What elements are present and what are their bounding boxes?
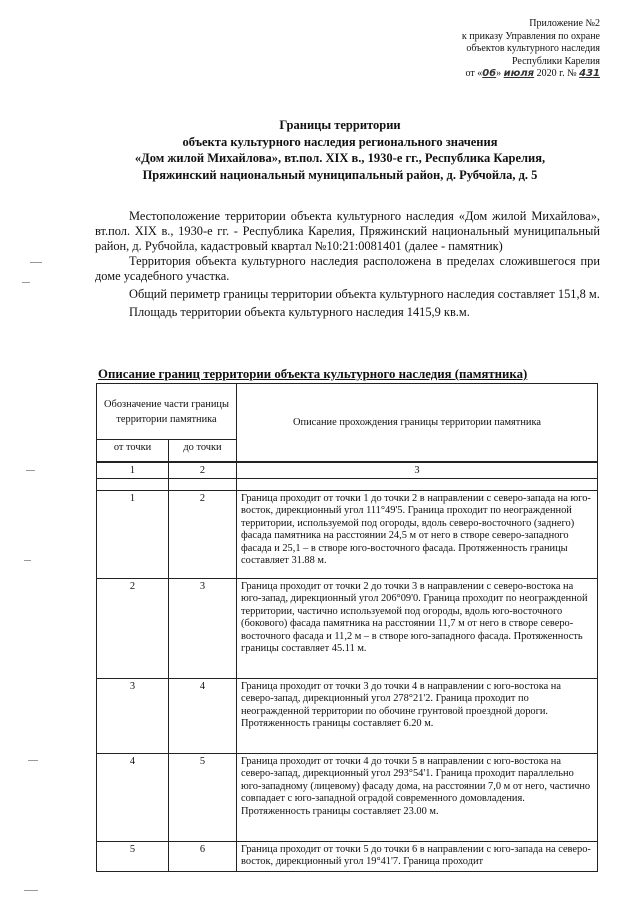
- row-to-point: 3: [169, 578, 237, 678]
- row-description: Граница проходит от точки 2 до точки 3 в направлении с северо-востока на юго-запад, дирекционный угол 206°09'0. Граница проходит по неогражденной территории, частично используемой под огороды, вдоль юго-восточного (бокового) фасада памятника на расстоянии 11,7 м от него в створе северо-восточного фасада и 11,2 м – в створе юго-западного фасада. Протяженность границы составляет 45.11 м.: [237, 578, 598, 678]
- area-paragraph: Площадь территории объекта культурного наследия 1415,9 кв.м.: [129, 305, 470, 319]
- header-to-point: до точки: [169, 440, 237, 462]
- column-number-3: 3: [237, 462, 598, 479]
- header-from-point: от точки: [97, 440, 169, 462]
- scan-mark: [24, 560, 31, 561]
- table-row: [97, 753, 598, 841]
- annex-number: Приложение №2: [529, 18, 600, 29]
- scan-mark: [30, 262, 42, 263]
- table-spacer-row: [97, 478, 598, 490]
- table-row: [97, 841, 598, 871]
- header-designation: Обозначение части границы территории памятника: [97, 384, 237, 440]
- scan-mark: [22, 282, 30, 283]
- table-header-row: [97, 384, 598, 440]
- title-line-4: Пряжинский национальный муниципальный район, д. Рубчойла, д. 5: [142, 167, 538, 182]
- scan-mark: [26, 470, 35, 471]
- title-line-2: объекта культурного наследия регионального значения: [182, 134, 498, 149]
- row-description: Граница проходит от точки 1 до точки 2 в направлении с северо-запада на юго-восток, дирекционный угол 111°49'5. Граница проходит по неогражденной территории, используемой под огороды, вдоль северо-восточного (заднего) фасада памятника на расстоянии 24,5 м от него в створе северо-западного фасада и 25,1 – в створе юго-восточного фасада. Протяженность границы составляет 31.88 м.: [237, 490, 598, 578]
- table-title: Описание границ территории объекта культурного наследия (памятника): [98, 367, 528, 381]
- spacer-cell: [97, 478, 169, 490]
- title-line-1: Границы территории: [279, 118, 401, 132]
- spacer-cell: [237, 478, 598, 490]
- column-number-1: 1: [97, 462, 169, 479]
- row-from-point: 4: [97, 753, 169, 841]
- annex-order-ref: к приказу Управления по охране: [461, 30, 600, 42]
- scan-mark: [28, 760, 38, 761]
- row-to-point: 4: [169, 678, 237, 753]
- document-title: [80, 117, 600, 183]
- row-from-point: 3: [97, 678, 169, 753]
- row-to-point: 6: [169, 841, 237, 871]
- column-number-2: 2: [169, 462, 237, 479]
- header-description: Описание прохождения границы территории памятника: [237, 384, 598, 462]
- boundary-table: [96, 383, 598, 872]
- handwritten-day: 06: [482, 68, 497, 79]
- column-number-row: [97, 462, 598, 479]
- perimeter-paragraph: Общий периметр границы территории объекта культурного наследия составляет 151,8 м.: [129, 287, 600, 301]
- location-paragraph: Местоположение территории объекта культурного наследия «Дом жилой Михайлова», вт.пол. XIX в., 1930-е гг. - Республика Карелия, Пряжинский национальный муниципальный район, д. Рубчойла, кадастровый квартал №10:21:0081401 (далее - памятник): [95, 209, 600, 253]
- row-description: Граница проходит от точки 3 до точки 4 в направлении с юго-востока на северо-запад, дирекционный угол 278°21'2. Граница проходит по неогражденной территории по обочине грунтовой проездной дороги. Протяженность границы составляет 6.20 м.: [237, 678, 598, 753]
- handwritten-order-number: 431: [579, 68, 600, 79]
- row-description: Граница проходит от точки 5 до точки 6 в направлении с юго-запада на северо-восток, дирекционный угол 19°41'7. Граница проходит: [237, 841, 598, 871]
- annex-authority: объектов культурного наследия: [466, 43, 600, 54]
- scan-mark: [24, 890, 38, 891]
- title-line-3: «Дом жилой Михайлова», вт.пол. XIX в., 1930-е гг., Республика Карелия,: [134, 151, 546, 165]
- table-row: [97, 490, 598, 578]
- table-row: [97, 678, 598, 753]
- territory-paragraph: Территория объекта культурного наследия расположена в пределах сложившегося при доме усадебного участка.: [95, 254, 600, 283]
- row-from-point: 2: [97, 578, 169, 678]
- row-to-point: 2: [169, 490, 237, 578]
- annex-date-line: от «06» июля 2020 г. № 431: [465, 68, 600, 79]
- location-paragraph-block: [95, 209, 600, 320]
- spacer-cell: [169, 478, 237, 490]
- row-to-point: 5: [169, 753, 237, 841]
- row-from-point: 1: [97, 490, 169, 578]
- row-description: Граница проходит от точки 4 до точки 5 в направлении с юго-востока на северо-запад, дирекционный угол 293°54'1. Граница проходит параллельно юго-западному (лицевому) фасаду дома, на расстоянии 7,0 м от него, частично совпадает с юго-западной оградой современного домовладения. Протяженность границы составляет 23.00 м.: [237, 753, 598, 841]
- table-row: [97, 578, 598, 678]
- annex-region: Республики Карелия: [511, 55, 600, 67]
- annex-header: [380, 18, 600, 81]
- handwritten-month: июля: [503, 68, 535, 79]
- row-from-point: 5: [97, 841, 169, 871]
